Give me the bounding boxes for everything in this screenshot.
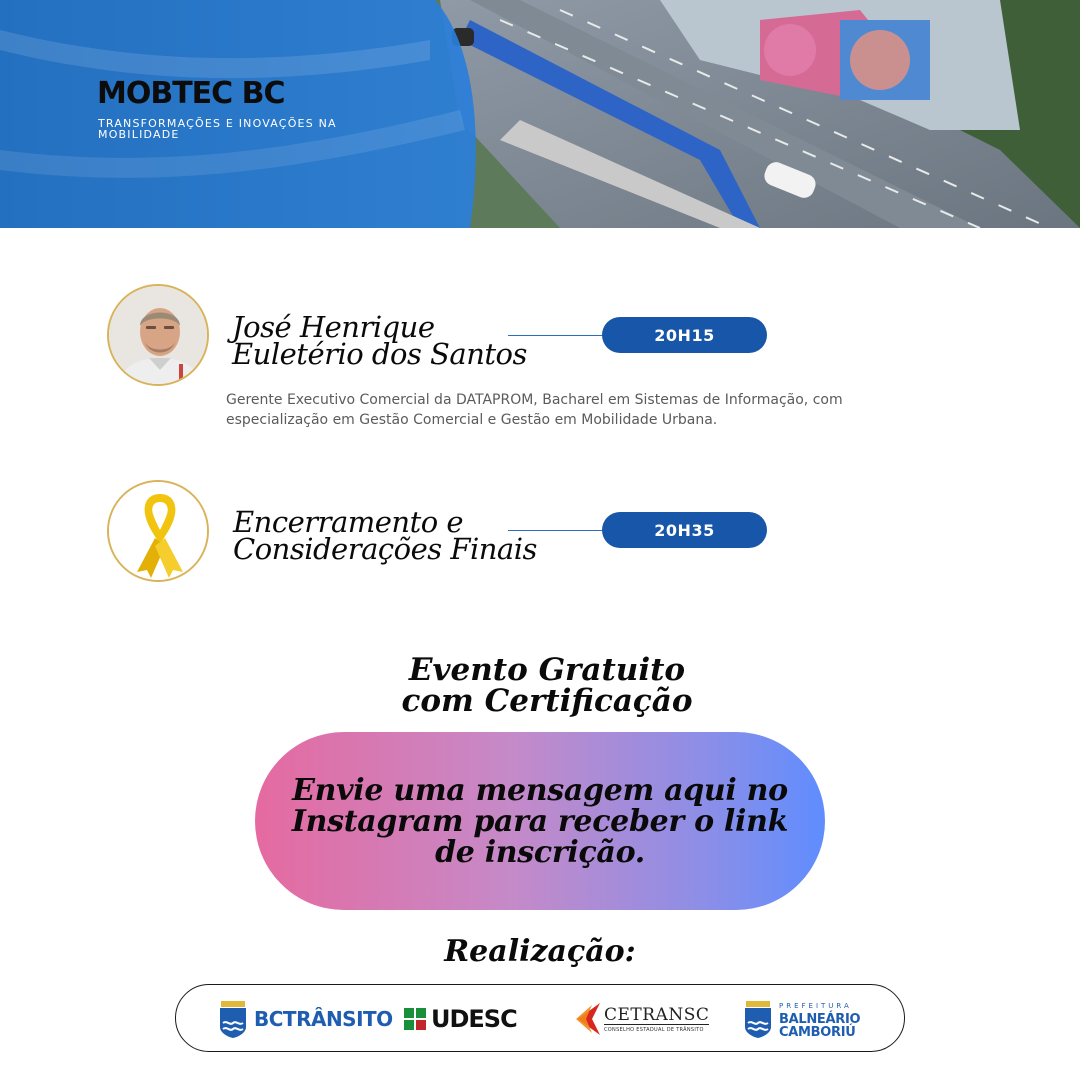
prefeitura-city-line1: BALNEÁRIO: [779, 1011, 861, 1027]
free-event-heading-line1: Evento Gratuito: [408, 652, 686, 688]
aerial-road-photo: [0, 0, 1080, 228]
yellow-ribbon-icon: [109, 482, 209, 582]
udesc-logo: [404, 985, 517, 1053]
prefeitura-label: PREFEITURA: [779, 1001, 852, 1010]
sponsors-bar: [175, 984, 905, 1052]
speaker-photo: [109, 286, 209, 386]
connector-line-1: [508, 335, 604, 336]
agenda-title-2-line2: Considerações Finais: [233, 532, 537, 566]
prefeitura-crest-icon: [743, 999, 773, 1039]
cetransc-subtitle: CONSELHO ESTADUAL DE TRÂNSITO: [604, 1026, 704, 1033]
udesc-text: UDESC: [431, 1005, 517, 1033]
cetransc-text: CETRANSC: [604, 1004, 710, 1025]
connector-line-2: [508, 530, 604, 531]
agenda-title-1-line2: Euletério dos Santos: [232, 337, 527, 371]
prefeitura-city-line2: CAMBORIÚ: [779, 1024, 856, 1040]
brand-tagline: TRANSFORMAÇÕES E INOVAÇÕES NA MOBILIDADE: [98, 117, 337, 141]
prefeitura-text-block: [779, 1000, 860, 1039]
agenda-title-1-line1: José Henrique: [232, 310, 435, 344]
udesc-mark-icon: [404, 1008, 428, 1030]
agenda-title-2: [233, 505, 537, 566]
cetransc-text-block: [604, 1006, 709, 1033]
bc-transito-logo: [218, 985, 393, 1053]
bc-transito-text: BCTRÂNSITO: [254, 1007, 393, 1031]
header-banner: [0, 0, 1080, 228]
free-event-heading: [340, 652, 754, 719]
cetransc-logo: [574, 985, 709, 1053]
city-crest-icon: [218, 999, 248, 1039]
prefeitura-logo: [743, 985, 860, 1053]
cetransc-arrow-icon: [574, 1001, 602, 1037]
organizers-heading: Realização:: [444, 934, 636, 969]
speaker-bio: Gerente Executivo Comercial da DATAPROM, Bacharel em Sistemas de Informação, com especialização em Gestão Comercial e Gestão em Mobilidade Urbana.: [226, 392, 843, 428]
agenda-title-1: [232, 310, 527, 371]
speaker-avatar: [107, 284, 209, 386]
registration-cta-text: Envie uma mensagem aqui no Instagram para receber o link de inscrição.: [291, 772, 789, 870]
closing-avatar: [107, 480, 209, 582]
free-event-heading-line2: com Certificação: [401, 683, 693, 719]
registration-cta[interactable]: [255, 732, 825, 910]
brand-title: MOBTEC BC: [97, 76, 285, 111]
agenda-title-2-line1: Encerramento e: [233, 505, 464, 539]
time-badge-1: 20H15: [602, 317, 767, 353]
time-badge-2: 20H35: [602, 512, 767, 548]
